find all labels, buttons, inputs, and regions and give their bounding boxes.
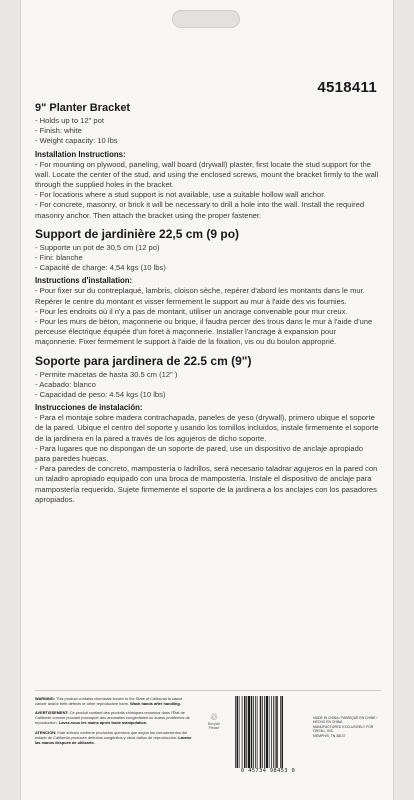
section-french (35, 227, 379, 348)
title-spanish: Soporte para jardinera de 22.5 cm (9") (35, 353, 252, 368)
recycle-mark (207, 712, 221, 730)
packaging-card (20, 0, 394, 800)
footer-divider (35, 690, 381, 691)
spec-item: - Weight capacity: 10 lbs (35, 136, 379, 146)
instruction-item: - Pour les murs de béton, maçonnerie ou brique, il faudra percer des trous dans le mur à l'aide d'une perceuse électrique équipée d'un foret à maçonnerie. Installer l'ancrage à expansion pour maçonnerie. Fixer fermement le support à l'aide de la fixation, vis ou du boulon approprié. (35, 317, 379, 348)
product-content (35, 102, 379, 505)
warning-wash: Lavez-vous les mains après toute manipulation. (58, 720, 148, 725)
title-english: 9" Planter Bracket (35, 102, 131, 114)
spec-item: - Fini: blanche (35, 253, 379, 263)
instruction-item: - For mounting on plywood, paneling, wall board (drywall) plaster, first locate the stud support for the wall. Locate the center of the stud, and using the enclosed screws, mount the bracket firmly to the wall through the supplied holes in the bracket. (35, 160, 379, 191)
barcode-icon (233, 696, 303, 768)
instructions-heading-french: Instructions d'installation: (35, 276, 133, 286)
instruction-item: - For concrete, masonry, or brick it will be necessary to drill a hole into the wall. Install the required masonry anchor. Then attach the bracket using the proper fastener. (35, 200, 379, 220)
warning-wash: Lávese las manos después de utilizarlo. (35, 735, 192, 745)
warning-english (35, 696, 195, 706)
instruction-item: - Pour les endroits où il n'y a pas de montant, utiliser un ancrage convenable pour mur creux. (35, 307, 379, 317)
warning-label: ATENCIÓN: (35, 730, 57, 735)
manufacturer-info (313, 716, 385, 738)
spec-item: - Holds up to 12" pot (35, 116, 379, 126)
instruction-item: - Pour fixer sur du contreplaqué, lambris, cloison sèche, repérer d'abord les montants dans le mur. Repérer le centre du montant et visser fermement le support au mur à l'aide des vis fournies. (35, 286, 379, 306)
barcode (233, 696, 303, 776)
warning-french (35, 710, 195, 725)
spec-item: - Capacité de charge: 4,54 kgs (10 lbs) (35, 263, 379, 273)
warning-spanish (35, 730, 195, 745)
hang-slot (172, 10, 240, 28)
spec-item: - Permite macetas de hasta 30.5 cm (12" ) (35, 370, 379, 380)
made-in-text: MADE IN CHINA / FABRIQUÉ EN CHINE / HECHO EN CHINA (313, 716, 378, 725)
recycle-label: Recycle Please (207, 722, 221, 730)
distributor-text: MANUFACTURED EXCLUSIVELY FOR ORGILL, INC. (313, 724, 374, 734)
warning-text: Este artículo contiene productos químicos que según los conocimientos del estado de California producen defectos congénitos y otros daños de reproducción. (35, 730, 188, 740)
title-french: Support de jardinière 22,5 cm (9 po) (35, 226, 240, 241)
spec-item: - Acabado: blanco (35, 380, 379, 390)
barcode-number: 0 45734 98453 0 (240, 768, 296, 774)
warning-wash: Wash hands after handling. (130, 701, 181, 706)
warning-text: This product contains chemicals known to the State of California to cause cancer and/or birth defects or other reproductive harm. (35, 696, 183, 706)
spec-item: - Finish: white (35, 126, 379, 136)
spec-item: - Capacidad de peso: 4.54 kgs (10 lbs) (35, 390, 379, 400)
instruction-item: - Para lugares que no dispongan de un soporte de pared, use un dispositivo de anclaje apropiado para paredes huecas. (35, 444, 379, 464)
sku-number: 4518411 (317, 79, 377, 96)
warning-label: AVERTISSEMENT: (35, 710, 69, 715)
instruction-item: - For locations where a stud support is not available, use a suitable hollow wall anchor. (35, 190, 379, 200)
section-english (35, 102, 379, 221)
instruction-item: - Para paredes de concreto, mampostería o ladrillos, será necesario taladrar agujeros en la pared con un taladro apropiado equipado con una broca de mampostería. Instale el dispositivo de anclaje para mampostería requerido. Sujete firmemente el soporte de la jardinera a los anclajes con los pasadores apropiados. (35, 464, 379, 505)
warning-text: Ce produit contient des produits chimiques reconnus dans l'État de Californie comme pouvant provoquer des anomalies congénitales ou autres problèmes de reproduction. (35, 710, 190, 725)
instructions-heading-english: Installation Instructions: (35, 149, 126, 159)
footer (35, 694, 381, 790)
recycle-icon: ♲ (209, 712, 219, 722)
instructions-heading-spanish: Instrucciones de instalación: (35, 403, 143, 413)
section-spanish (35, 354, 379, 505)
distributor-city: MEMPHIS, TN 38137 (313, 733, 346, 738)
warning-label: WARNING: (35, 696, 56, 701)
instruction-item: - Para el montaje sobre madera contrachapada, paneles de yeso (drywall), primero ubique el soporte de la pared. Ubique el centro del soporte y usando los tornillos incluidos, instale firmemente el soporte de la jardinera en la pared a través de los agujeros de dicho soporte. (35, 413, 379, 444)
spec-item: - Supporte un pot de 30,5 cm (12 po) (35, 243, 379, 253)
